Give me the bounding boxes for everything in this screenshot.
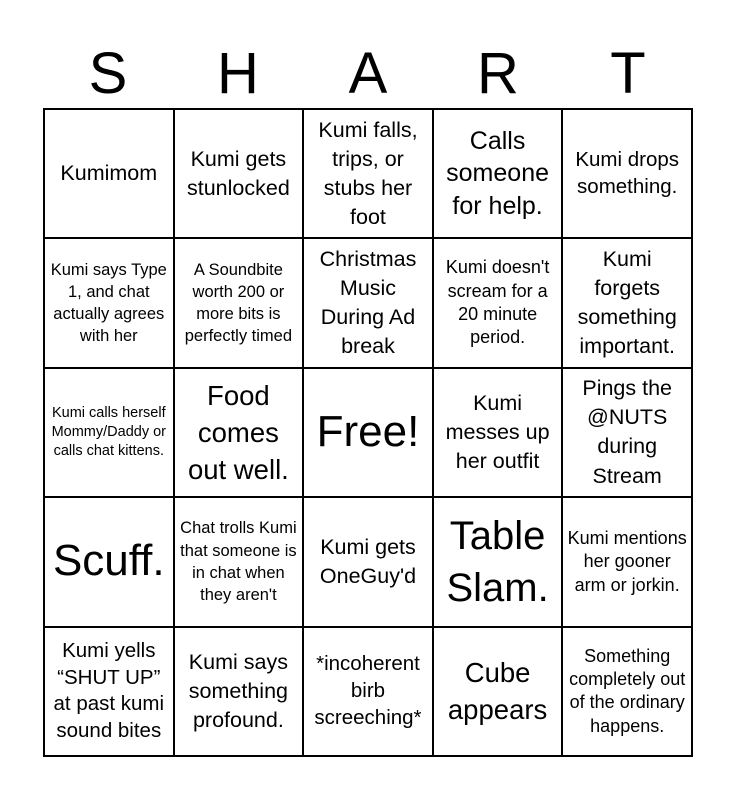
cell-text: Something completely out of the ordinary happens.: [569, 645, 686, 736]
bingo-cell[interactable]: [562, 109, 692, 238]
header-letter-a: A: [348, 41, 388, 106]
cell-text: Kumi mentions her gooner arm or jorkin.: [567, 527, 687, 595]
bingo-cell[interactable]: [174, 627, 304, 756]
bingo-cell[interactable]: [303, 497, 433, 626]
cell-text: Table Slam.: [446, 513, 549, 610]
cell-text: Kumi gets OneGuy'd: [319, 534, 417, 588]
cell-text: *incoherent birb screeching*: [314, 652, 422, 729]
cell-text: Kumi messes up her outfit: [445, 390, 550, 473]
bingo-cell[interactable]: [433, 109, 563, 238]
bingo-cell[interactable]: [44, 368, 174, 497]
bingo-cell[interactable]: [44, 238, 174, 367]
bingo-cell[interactable]: [44, 627, 174, 756]
cell-text: Kumi says something profound.: [188, 649, 288, 732]
cell-text: Chat trolls Kumi that someone is in chat when they aren't: [180, 519, 297, 605]
bingo-cell[interactable]: [174, 109, 304, 238]
bingo-header: [43, 40, 693, 108]
cell-text: Kumi forgets something important.: [577, 247, 677, 359]
bingo-cell[interactable]: [562, 497, 692, 626]
bingo-board: [43, 108, 693, 757]
bingo-cell[interactable]: [562, 627, 692, 756]
cell-text: Kumi says Type 1, and chat actually agrees with her: [50, 260, 167, 346]
header-letter-r: R: [477, 41, 519, 106]
cell-text: Christmas Music During Ad break: [319, 247, 417, 359]
cell-text: Pings the @NUTS during Stream: [582, 376, 673, 488]
bingo-cell[interactable]: [44, 109, 174, 238]
bingo-cell[interactable]: [433, 627, 563, 756]
bingo-cell[interactable]: [433, 368, 563, 497]
cell-text: Kumi doesn't scream for a 20 minute period.: [445, 257, 550, 348]
bingo-cell[interactable]: [303, 238, 433, 367]
bingo-cell[interactable]: [433, 497, 563, 626]
bingo-cell[interactable]: [44, 497, 174, 626]
bingo-cell[interactable]: [562, 238, 692, 367]
bingo-cell[interactable]: [562, 368, 692, 497]
header-letter-s: S: [88, 41, 128, 106]
cell-text: Kumi falls, trips, or stubs her foot: [318, 117, 418, 229]
cell-text: Kumi gets stunlocked: [186, 146, 290, 200]
bingo-cell[interactable]: [303, 627, 433, 756]
bingo-cell[interactable]: [174, 238, 304, 367]
cell-text: Food comes out well.: [187, 379, 289, 486]
cell-text: Free!: [316, 407, 420, 457]
cell-text: A Soundbite worth 200 or more bits is perfectly timed: [184, 260, 293, 346]
cell-text: Kumimom: [60, 161, 158, 186]
cell-text: Kumi yells “SHUT UP” at past kumi sound bites: [53, 639, 165, 742]
bingo-cell[interactable]: [303, 109, 433, 238]
bingo-cell[interactable]: [174, 368, 304, 497]
cell-text: Calls someone for help.: [446, 126, 550, 220]
bingo-cell[interactable]: [433, 238, 563, 367]
bingo-cell-free[interactable]: [303, 368, 433, 497]
cell-text: Scuff.: [52, 536, 165, 586]
bingo-cell[interactable]: [174, 497, 304, 626]
header-letter-h: H: [217, 41, 259, 106]
cell-text: Kumi calls herself Mommy/Daddy or calls chat kittens.: [51, 405, 166, 459]
cell-text: Kumi drops something.: [575, 148, 680, 198]
header-letter-t: T: [610, 41, 646, 106]
cell-text: Cube appears: [447, 657, 548, 726]
